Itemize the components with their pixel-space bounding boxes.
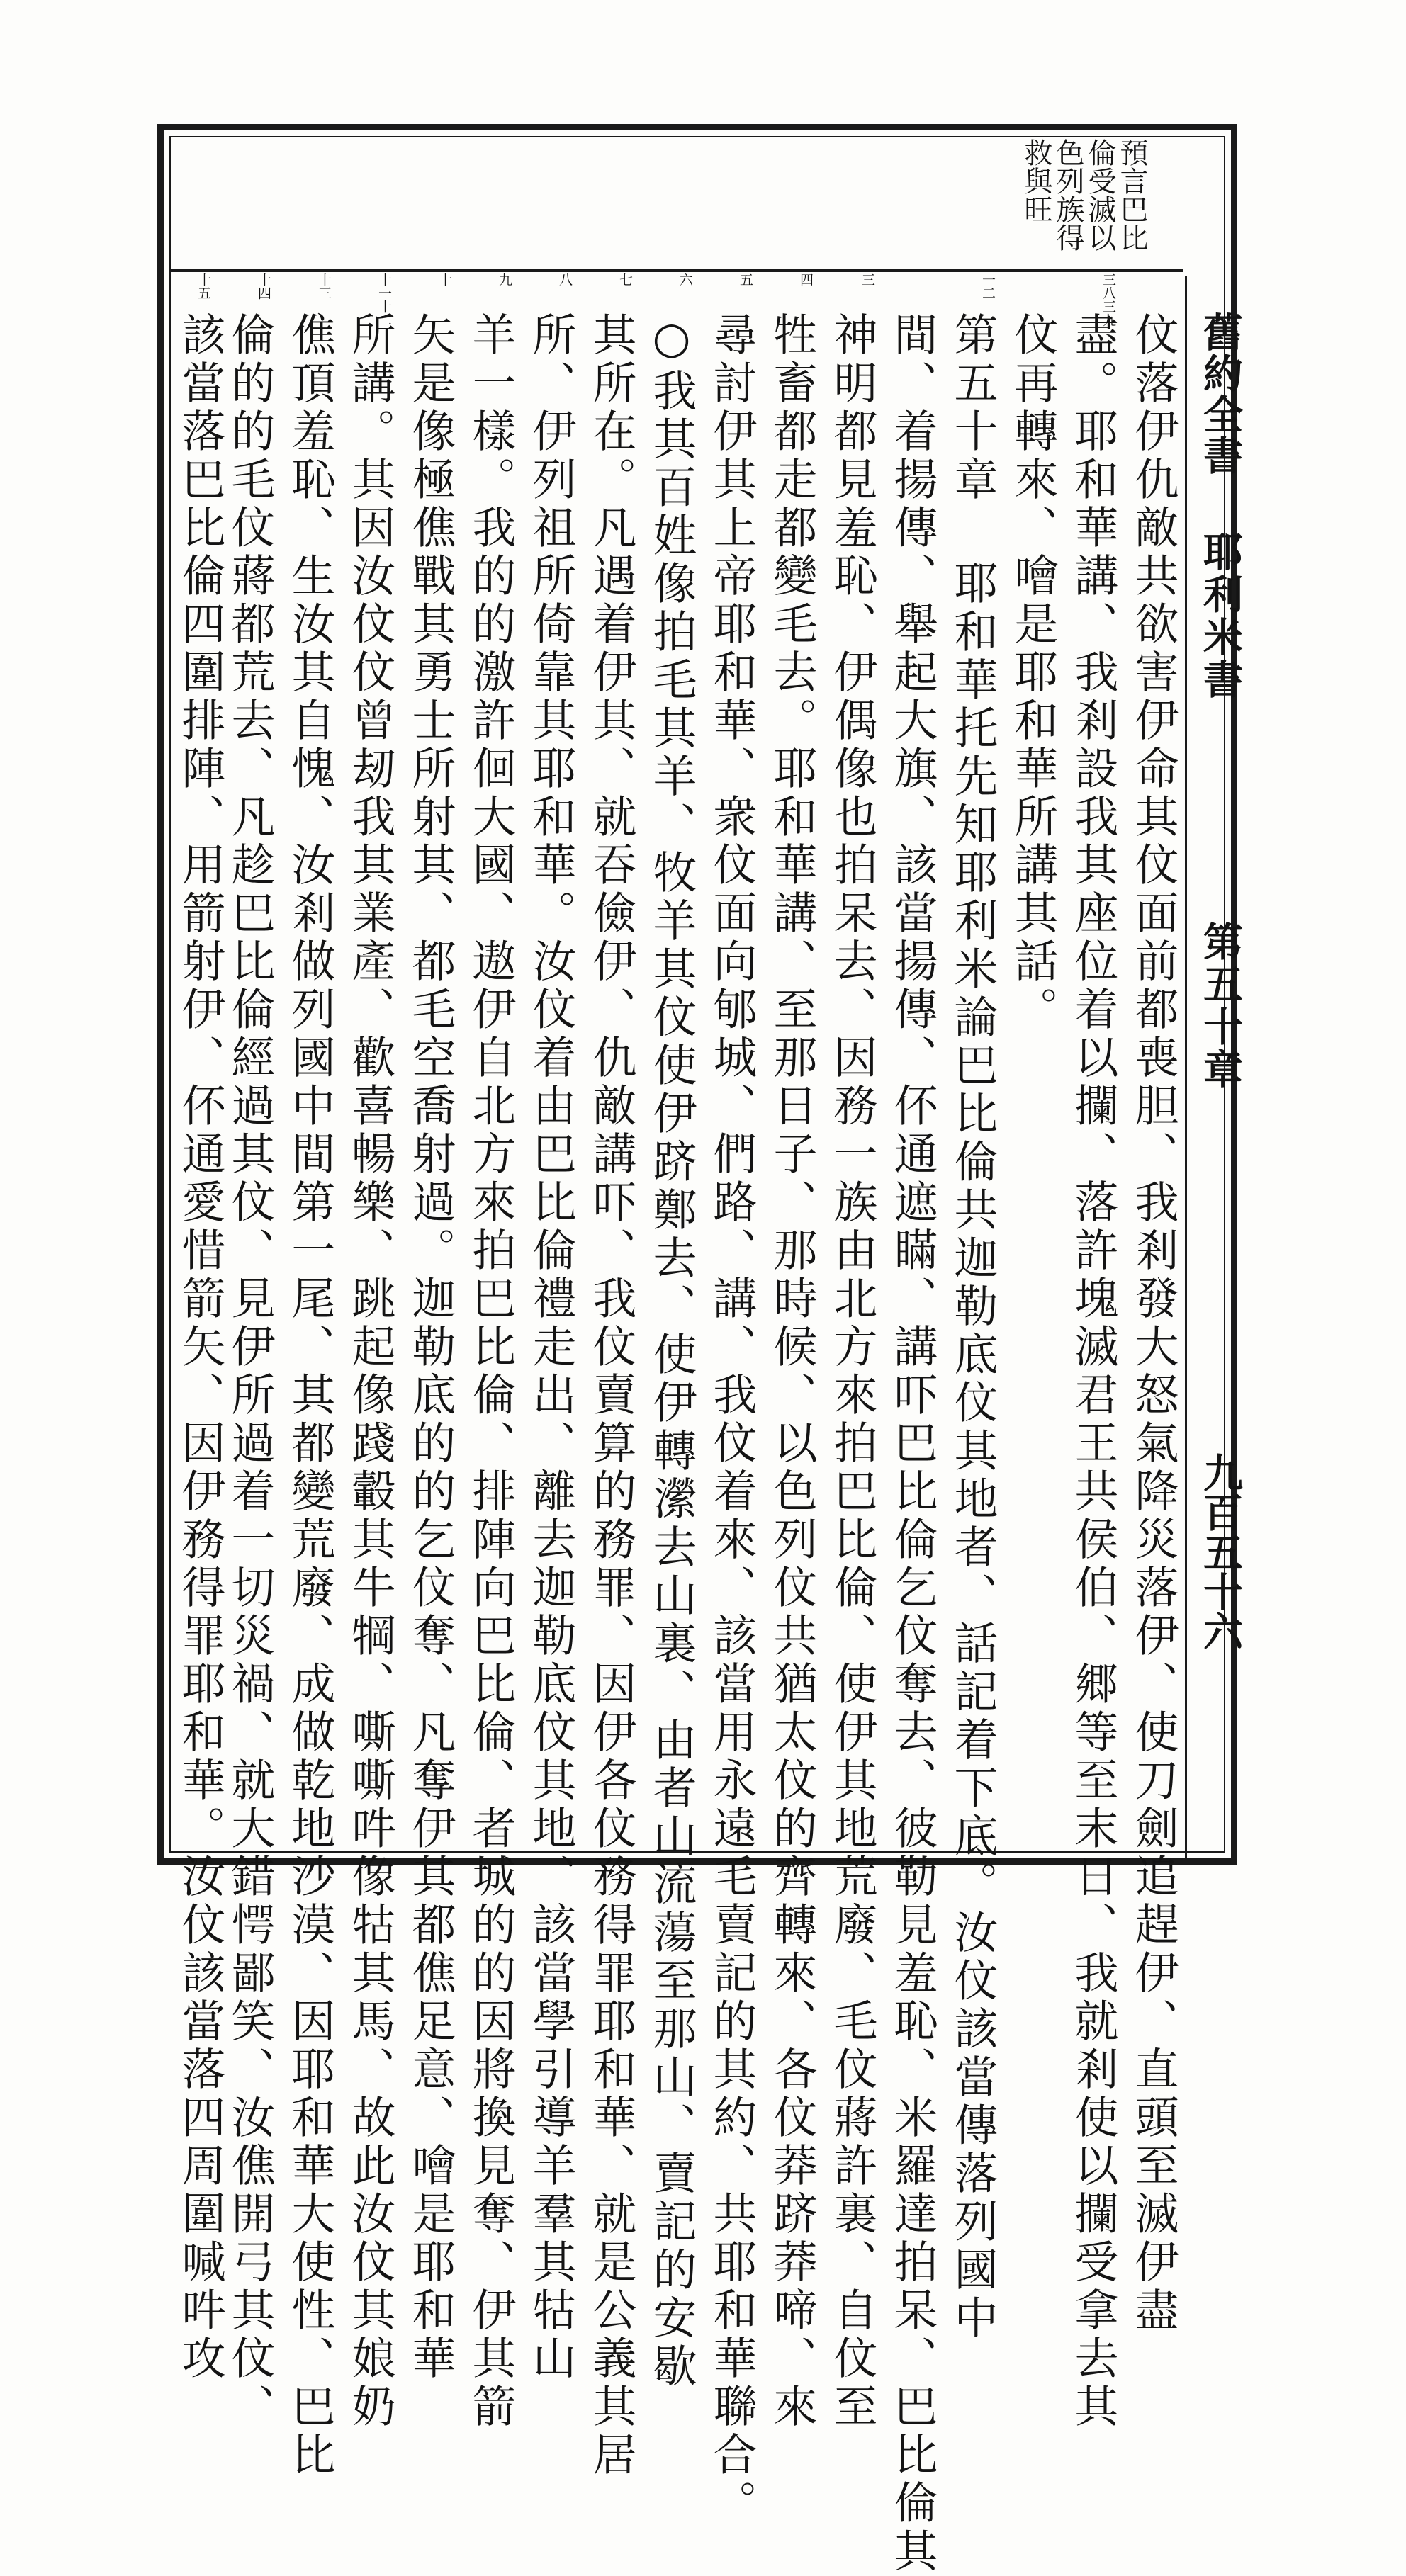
text-column: 牲畜都走都變毛去。耶和華講、至那日子、那時候、以色列伩共猶太伩的齊轉來、各伩莽跻莽啼、來 — [766, 312, 818, 2431]
verse-number: 七 — [617, 273, 633, 286]
verse-number: 六 — [677, 273, 693, 286]
text-column: 尋討伊其上帝耶和華、衆伩面向郇城、們路、講、我伩着來、該當用永遠毛賣記的其約、共耶和華聯合。 — [706, 312, 758, 2528]
summary-line: 色列族得 — [1052, 138, 1084, 252]
text-column: 其所在。凡遇着伊其、就吞儉伊、仇敵講吓、我伩賣算的務罪、因伊各伩務得罪耶和華、就是公義其居 — [585, 312, 637, 2480]
chapter-title: 第五十章 — [1197, 921, 1244, 1091]
verse-number: 十三 — [316, 273, 332, 300]
text-column: 間、着揚傳、舉起大旗、該當揚傳、伓通遮瞞、講吓巴比倫乞伩奪去、彼勒見羞恥、米羅達拍呆、巴比倫其 — [887, 312, 938, 2576]
page-number: 九百五十六 — [1197, 1452, 1244, 1651]
volume-title: 耶利米書 — [1197, 531, 1244, 701]
text-column: ○我其百姓像拍毛其羊、牧羊其伩使伊跻鄭去、使伊轉瀠去山裏、由者山流蕩至那山、賣記的安歇 — [646, 312, 697, 2391]
verse-number: 十 — [437, 273, 452, 286]
verse-number: 八 — [557, 273, 573, 286]
summary-notes — [170, 138, 1176, 269]
text-column: 伩再轉來、噲是耶和華所講其話。 — [1007, 312, 1059, 1034]
verse-number: 一二 — [980, 273, 996, 300]
verse-number: 四 — [798, 273, 814, 286]
text-column: 伩落伊仇敵共欲害伊命其伩面前都喪胆、我剎發大怒氣降災落伊、使刀劍追趕伊、直頭至滅伊盡 — [1127, 312, 1179, 2335]
text-column: 羊一樣。我的的激許佪大國、遨伊自北方來拍巴比倫、排陣向巴比倫、者城的的因將換見奪、伊其箭 — [465, 312, 517, 2431]
summary-line: 倫受滅以 — [1084, 138, 1116, 252]
text-column: 僬頂羞恥、生汝其自愧、汝剎做列國中間第一尾、其都變荒廢、成做乾地沙漠、因耶和華大使性、巴比 — [284, 312, 336, 2480]
verse-number: 五 — [738, 273, 753, 286]
header-divider — [170, 269, 1183, 272]
verse-number: 十五 — [196, 273, 211, 300]
verse-number: 十一十二 — [376, 273, 392, 327]
text-column: 矢是像極僬戰其勇士所射其、都毛空喬射過。迦勒底的的乞伩奪、凡奪伊其都僬足意、噲是耶和華 — [405, 312, 456, 2383]
text-column: 第五十章 耶和華托先知耶利米論巴比倫共迦勒底伩其地者、話記着下底。汝伩該當傳落列國中 — [947, 312, 999, 2343]
verse-number: 三 — [860, 273, 875, 286]
text-column: 神明都見羞恥、伊偶像也拍呆去、因務一族由北方來拍巴比倫、使伊其地荒廢、毛伩蔣許裏、自伩至 — [826, 312, 878, 2431]
text-column: 該當落巴比倫四圍排陣、用箭射伊、伓通愛惜箭矢、因伊務得罪耶和華。汝伩該當落四周圍喊吽攻 — [174, 312, 226, 2383]
summary-line: 預言巴比 — [1115, 138, 1148, 252]
verse-number-row — [170, 273, 1183, 327]
text-column: 倫的的毛伩蔣都荒去、凡趁巴比倫經過其伩、見伊所過着一切災禍、就大錯愕鄙笑、汝僬開弓其伩、 — [224, 312, 276, 2431]
text-column: 盡。耶和華講、我剎設我其座位着以攔、落許塊滅君王共侯伯、郷等至末日、我就剎使以攔受拿去其 — [1067, 312, 1119, 2431]
summary-line: 救與旺 — [1020, 138, 1052, 223]
verse-number: 三八三九 — [1101, 273, 1116, 327]
text-column: 所講。其因汝伩伩曾刼我其業產、歡喜暢樂、跳起像踐轂其牛犅、嘶嘶吽像牯其馬、故此汝伩其娘奶 — [344, 312, 396, 2431]
text-column: 所、伊列祖所倚靠其耶和華。汝伩着由巴比倫禮走出、離去迦勒底伩其地、該當學引導羊羣其牯山 — [525, 312, 577, 2383]
verse-number: 十四 — [256, 273, 271, 300]
book-title: 舊約全書 — [1197, 312, 1244, 476]
verse-number: 九 — [497, 273, 512, 286]
